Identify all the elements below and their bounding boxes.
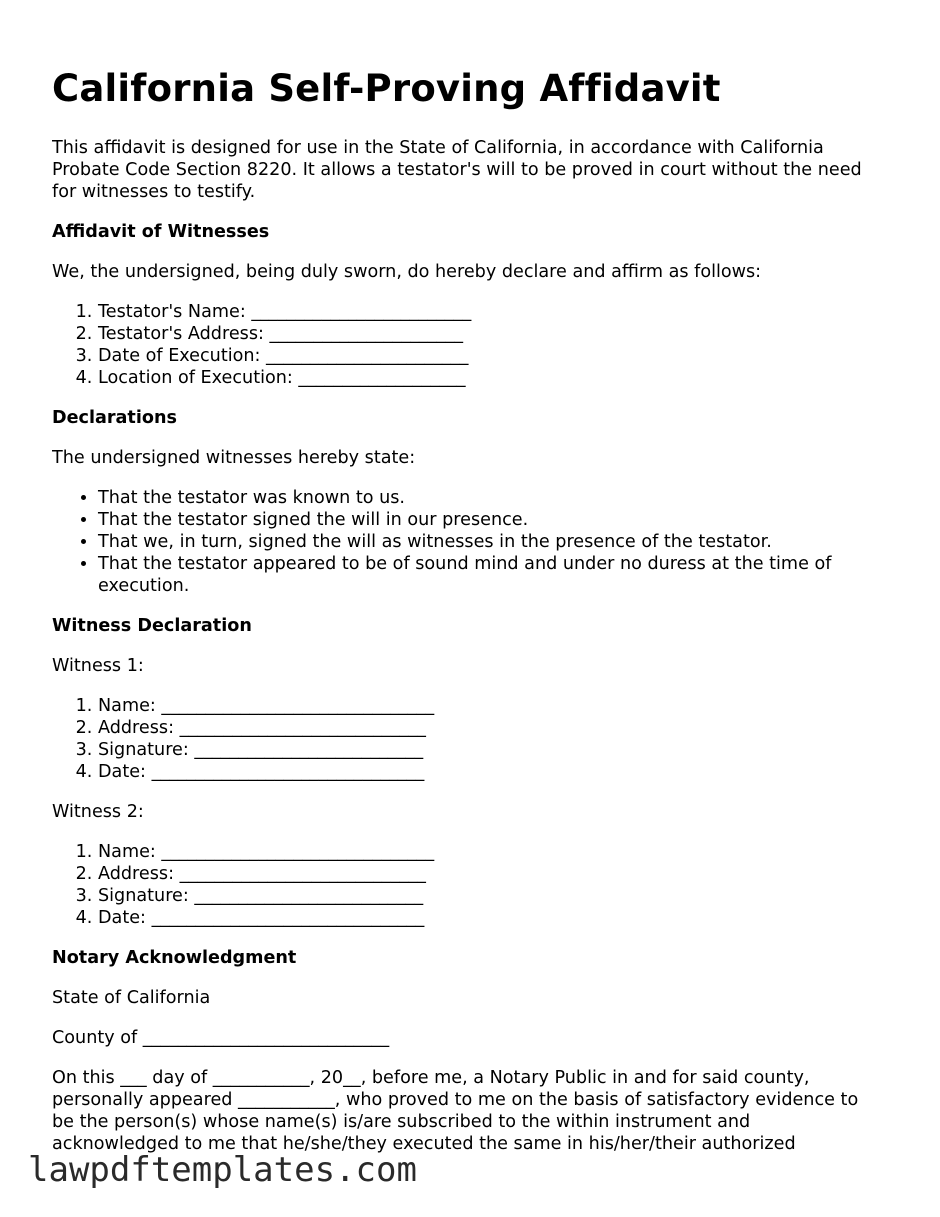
list-item: 2. Testator's Address: ______________________	[98, 323, 882, 345]
page-title: California Self-Proving Affidavit	[52, 67, 721, 110]
declarations-heading: Declarations	[52, 408, 177, 428]
notary-state: State of California	[52, 988, 211, 1008]
list-item: • That the testator was known to us.	[98, 487, 882, 509]
list-item: • That the testator appeared to be of sound mind and under no duress at the time of execution.	[98, 553, 882, 597]
list-item: 3. Date of Execution: _______________________	[98, 345, 882, 367]
notary-body: On this ___ day of ___________, 20__, before me, a Notary Public in and for said county, personally appeared ___________, who proved to me on the basis of satisfactory evidence to be the person(s) whose name(s) is/are subscribed to the within instrument and acknowledged to me that he/she/they executed the same in his/her/their authorized	[52, 1068, 859, 1154]
testator-details-list	[52, 301, 882, 389]
list-item: 2. Address: ____________________________	[98, 717, 882, 739]
witness-1-label: Witness 1:	[52, 656, 144, 676]
list-item: • That we, in turn, signed the will as witnesses in the presence of the testator.	[98, 531, 882, 553]
list-item: 1. Name: _______________________________	[98, 841, 882, 863]
affidavit-statement: We, the undersigned, being duly sworn, do hereby declare and affirm as follows:	[52, 262, 762, 282]
witness-2-list	[52, 841, 882, 929]
list-item: 1. Testator's Name: _________________________	[98, 301, 882, 323]
witness-1-list	[52, 695, 882, 783]
watermark-text: lawpdftemplates.com	[28, 1150, 417, 1190]
witness-2-label: Witness 2:	[52, 802, 144, 822]
list-item: 4. Date: _______________________________	[98, 907, 882, 929]
notary-heading: Notary Acknowledgment	[52, 948, 297, 968]
list-item: 1. Name: _______________________________	[98, 695, 882, 717]
witness-declaration-heading: Witness Declaration	[52, 616, 252, 636]
list-item: 3. Signature: __________________________	[98, 885, 882, 907]
list-item: 4. Date: _______________________________	[98, 761, 882, 783]
notary-county: County of ____________________________	[52, 1028, 390, 1048]
list-item: 4. Location of Execution: ___________________	[98, 367, 882, 389]
intro-paragraph: This affidavit is designed for use in the State of California, in accordance with California Probate Code Section 8220. It allows a testator's will to be proved in court without the need for witnesses to testify.	[52, 138, 862, 202]
affidavit-heading: Affidavit of Witnesses	[52, 222, 270, 242]
document-page	[52, 0, 882, 1160]
declarations-list	[52, 487, 882, 597]
list-item: 3. Signature: __________________________	[98, 739, 882, 761]
list-item: 2. Address: ____________________________	[98, 863, 882, 885]
list-item: • That the testator signed the will in our presence.	[98, 509, 882, 531]
declarations-statement: The undersigned witnesses hereby state:	[52, 448, 416, 468]
